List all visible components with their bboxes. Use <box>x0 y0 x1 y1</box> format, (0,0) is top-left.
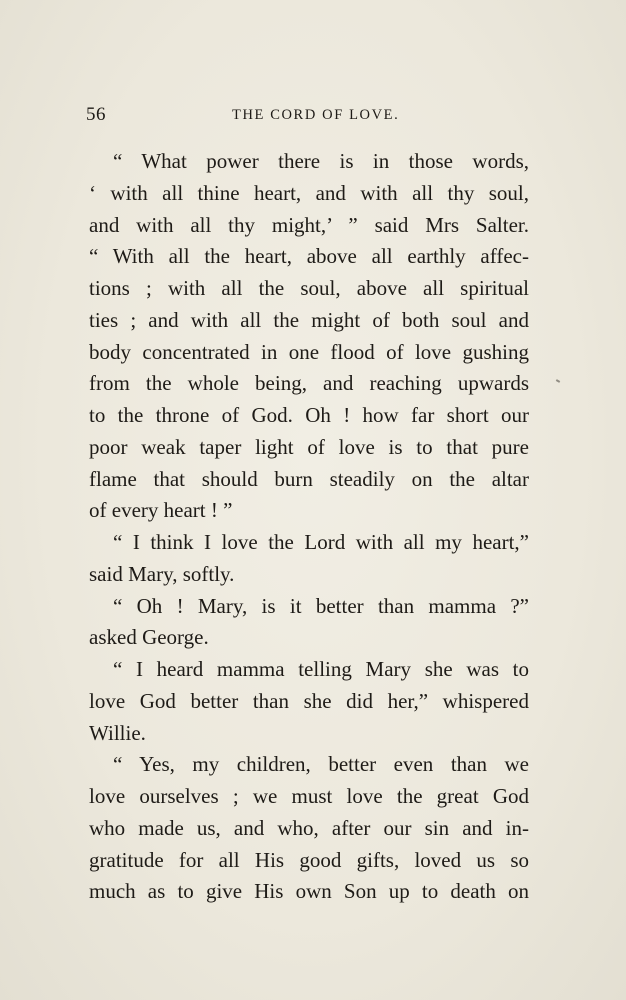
text-line: body concentrated in one flood of love gushing <box>89 339 529 364</box>
text-line: “ With all the heart, above all earthly affec- <box>89 244 529 269</box>
text-line: Willie. <box>89 720 146 745</box>
text-line: much as to give His own Son up to death on <box>89 879 529 904</box>
text-line: poor weak taper light of love is to that pure <box>89 434 529 459</box>
text-line: “ What power there is in those words, <box>113 149 529 173</box>
text-line: “ I heard mamma telling Mary she was to <box>113 657 529 681</box>
text-line: said Mary, softly. <box>89 561 235 586</box>
text-line: love ourselves ; we must love the great God <box>89 784 529 808</box>
page-number: 56 <box>86 104 106 125</box>
text-line: love God better than she did her,” whispered <box>89 688 529 713</box>
text-line: asked George. <box>89 625 209 650</box>
text-line: to the throne of God. Oh ! how far short our <box>89 403 529 427</box>
text-line: from the whole being, and reaching upwards <box>89 371 529 396</box>
text-line: “ Oh ! Mary, is it better than mamma ?” <box>113 593 529 618</box>
text-line: “ Yes, my children, better even than we <box>113 752 529 777</box>
text-line: who made us, and who, after our sin and in- <box>89 815 529 840</box>
body-text <box>89 146 529 908</box>
print-speck <box>556 379 560 383</box>
page-header <box>0 104 626 130</box>
text-line: ties ; and with all the might of both soul and <box>89 307 529 332</box>
text-line: gratitude for all His good gifts, loved us so <box>89 847 529 872</box>
text-line: flame that should burn steadily on the altar <box>89 466 529 491</box>
text-line: ‘ with all thine heart, and with all thy soul, <box>89 180 529 205</box>
text-line: and with all thy might,’ ” said Mrs Salter. <box>89 212 529 237</box>
running-head: THE CORD OF LOVE. <box>232 107 400 123</box>
text-line: “ I think I love the Lord with all my heart,” <box>113 530 529 554</box>
text-line: of every heart ! ” <box>89 498 233 523</box>
text-line: tions ; with all the soul, above all spiritual <box>89 276 529 300</box>
